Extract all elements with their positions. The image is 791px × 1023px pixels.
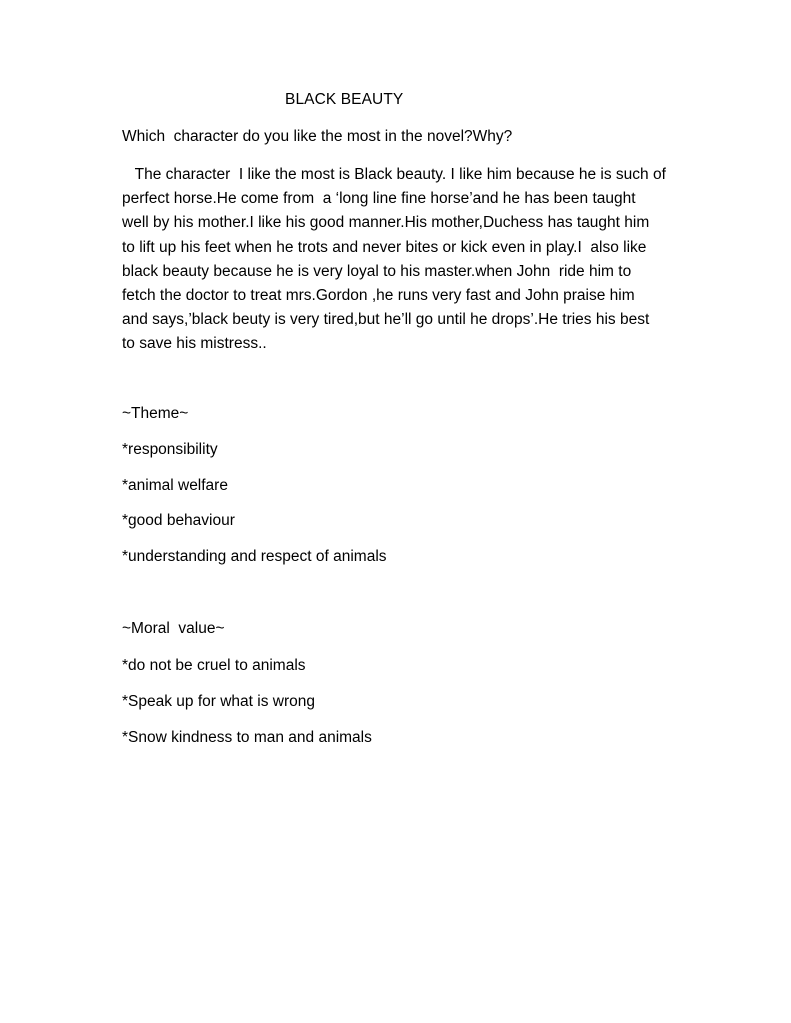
question-text: Which character do you like the most in the novel?Why? bbox=[122, 128, 513, 145]
moral-item: *Snow kindness to man and animals bbox=[122, 729, 372, 746]
theme-heading: ~Theme~ bbox=[122, 405, 189, 422]
theme-item: *good behaviour bbox=[122, 512, 235, 529]
answer-line: fetch the doctor to treat mrs.Gordon ,he runs very fast and John praise him bbox=[122, 286, 635, 304]
theme-item: *responsibility bbox=[122, 441, 218, 458]
answer-line: The character I like the most is Black beauty. I like him because he is such of bbox=[122, 166, 666, 183]
moral-item: *do not be cruel to animals bbox=[122, 657, 306, 674]
document-title: BLACK BEAUTY bbox=[285, 91, 404, 108]
answer-paragraph bbox=[122, 163, 682, 357]
moral-item: *Speak up for what is wrong bbox=[122, 693, 315, 710]
moral-value-heading: ~Moral value~ bbox=[122, 620, 225, 637]
theme-item: *animal welfare bbox=[122, 477, 228, 494]
theme-item: *understanding and respect of animals bbox=[122, 548, 387, 565]
answer-line: black beauty because he is very loyal to his master.when John ride him to bbox=[122, 262, 632, 280]
answer-line: perfect horse.He come from a ‘long line fine horse’and he has been taught bbox=[122, 190, 636, 208]
answer-line: and says,’black beuty is very tired,but he’ll go until he drops’.He tries his best bbox=[122, 311, 650, 329]
answer-line: to lift up his feet when he trots and never bites or kick even in play.I also like bbox=[122, 238, 647, 256]
answer-line: well by his mother.I like his good manner.His mother,Duchess has taught him bbox=[122, 214, 650, 232]
answer-line: to save his mistress.. bbox=[122, 335, 267, 353]
